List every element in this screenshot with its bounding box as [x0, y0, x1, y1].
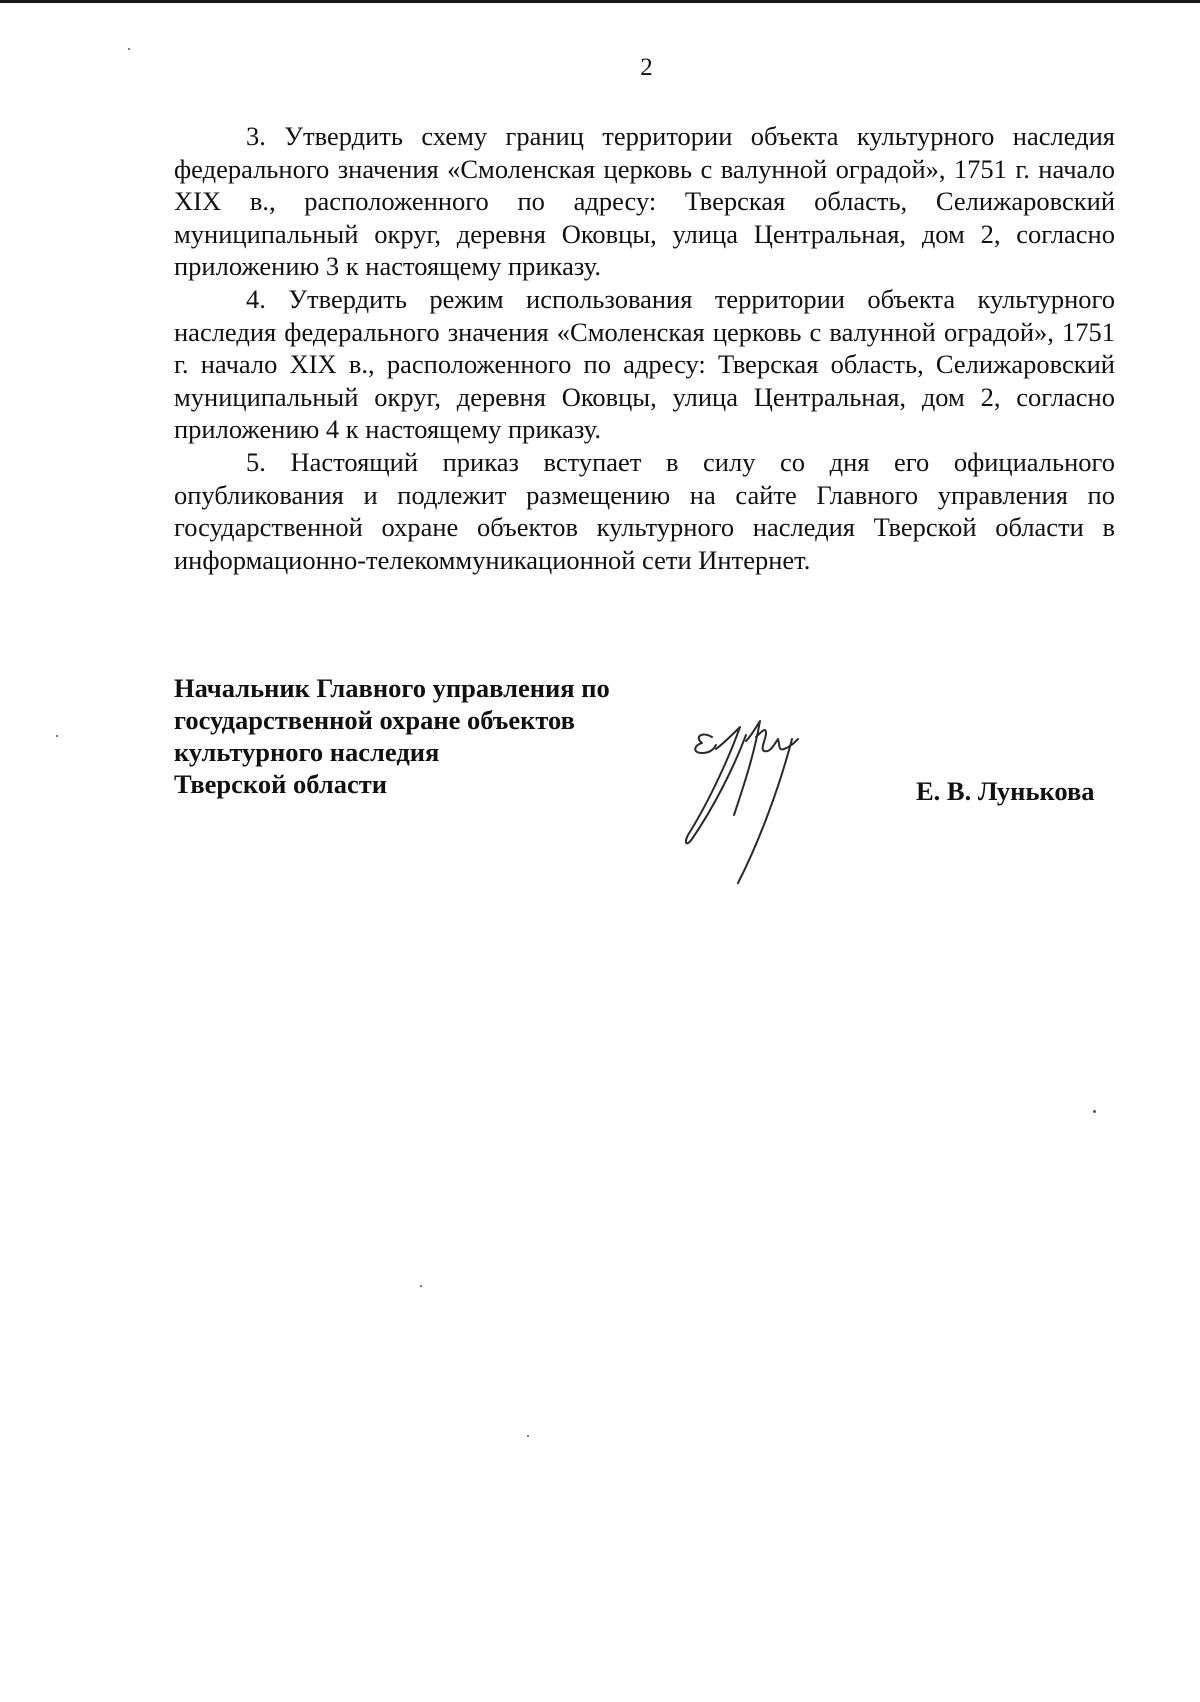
scan-edge: [0, 0, 1200, 3]
signatory-title-line: культурного наследия: [174, 737, 440, 767]
scan-speck: [1093, 1110, 1096, 1113]
paragraph-3: 3. Утвердить схему границ территории объекта культурного наследия федерального значения «Смоленская церковь с валунной оградой», 1751 г. начало XIX в., расположенного по адресу: Тверская область, Селижаровский муниципальный округ, деревня Оковцы, улица Центральная, дом 2, согласно приложению 3 к настоящему приказу.: [174, 121, 1115, 282]
scan-speck: [56, 735, 58, 737]
signatory-title-line: Тверской области: [174, 769, 387, 799]
signatory-title: [174, 672, 610, 800]
document-body: [174, 120, 1115, 576]
paragraph-4: 4. Утвердить режим использования территории объекта культурного наследия федерального значения «Смоленская церковь с валунной оградой», 1751 г. начало XIX в., расположенного по адресу: Тверская область, Селижаровский муниципальный округ, деревня Оковцы, улица Центральная, дом 2, согласно приложению 4 к настоящему приказу.: [174, 283, 1115, 445]
scan-speck: [128, 48, 130, 50]
handwritten-signature: [680, 705, 860, 890]
paragraph-5: 5. Настоящий приказ вступает в силу со дня его официального опубликования и подлежит размещению на сайте Главного управления по государственной охране объектов культурного наследия Тверской области в информационно-телекоммуникационной сети Интернет.: [174, 446, 1115, 575]
signatory-title-line: государственной охране объектов: [174, 705, 575, 735]
signatory-name: Е. В. Лунькова: [916, 776, 1095, 806]
scan-speck: [420, 1285, 422, 1287]
signatory-title-line: Начальник Главного управления по: [174, 673, 610, 703]
scan-speck: [527, 1435, 529, 1437]
page-number: 2: [640, 54, 653, 81]
